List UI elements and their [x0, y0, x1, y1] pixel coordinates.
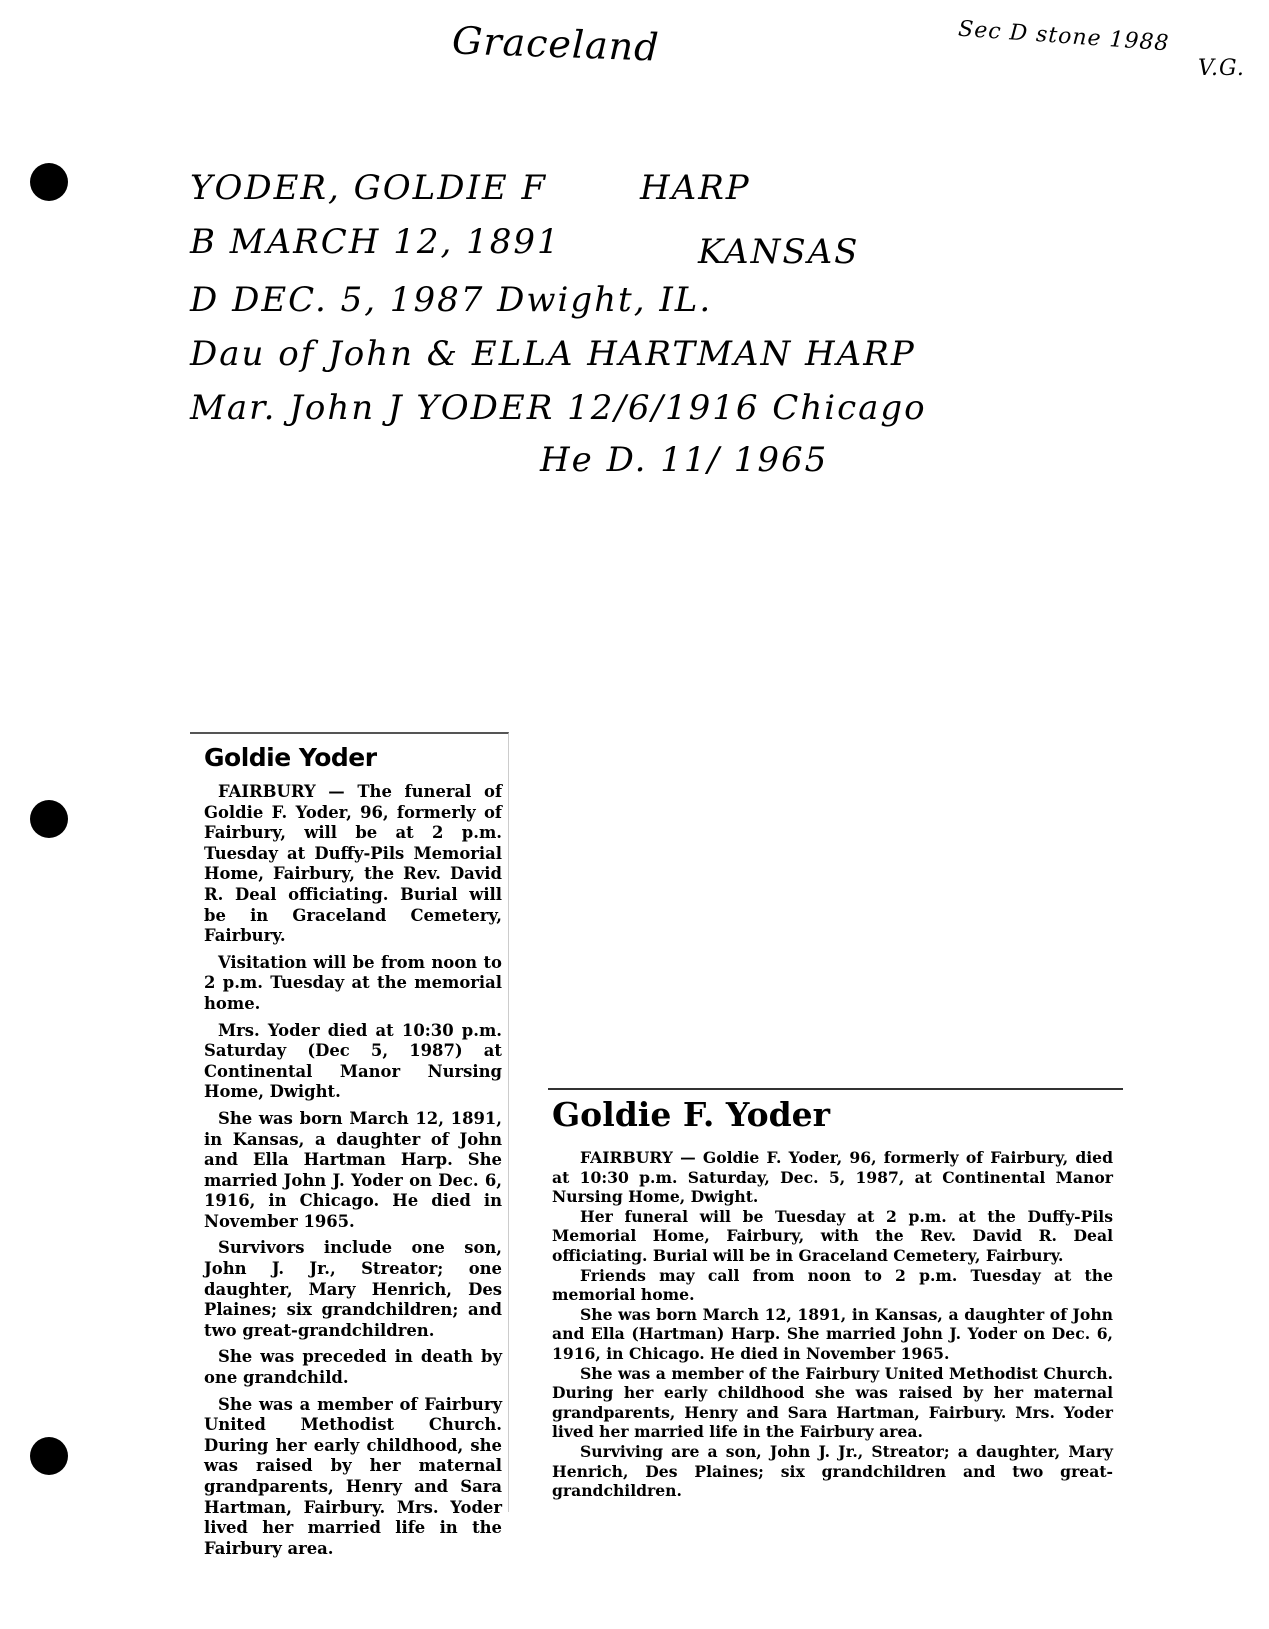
- obituary-left-paragraph: Survivors include one son, John J. Jr., Streator; one daughter, Mary Henrich, Des Plaines; six grandchildren; and two great-grandchildren.: [204, 1238, 502, 1340]
- obituary-right-headline: Goldie F. Yoder: [552, 1095, 831, 1134]
- obituary-left-paragraph: She was born March 12, 1891, in Kansas, a daughter of John and Ella Hartman Harp. She married John J. Yoder on Dec. 6, 1916, in Chicago. He died in November 1965.: [204, 1108, 502, 1231]
- obituary-right-paragraph: FAIRBURY — Goldie F. Yoder, 96, formerly of Fairbury, died at 10:30 p.m. Saturday, Dec. 5, 1987, at Continental Manor Nursing Home, Dwight.: [552, 1148, 1113, 1207]
- obituary-right-paragraph: Surviving are a son, John J. Jr., Streator; a daughter, Mary Henrich, Des Plaines; six grandchildren and two great-grandchildren.: [552, 1441, 1113, 1501]
- punch-hole-top: [30, 163, 68, 201]
- handwritten-death: D DEC. 5, 1987 Dwight, IL.: [190, 280, 713, 320]
- obituary-right-paragraph: Her funeral will be Tuesday at 2 p.m. at the Duffy-Pils Memorial Home, Fairbury, with the Rev. David R. Deal officiating. Burial will be in Graceland Cemetery, Fairbury.: [552, 1206, 1113, 1265]
- obituary-left-body: [204, 782, 502, 1559]
- obituary-left-paragraph: Visitation will be from noon to 2 p.m. Tuesday at the memorial home.: [204, 952, 502, 1013]
- obituary-clipping-right: [548, 1088, 1123, 1501]
- handwritten-cemetery-name: Graceland: [451, 18, 661, 70]
- handwritten-parents: Dau of John & ELLA HARTMAN HARP: [190, 334, 916, 374]
- obituary-left-paragraph: She was a member of Fairbury United Methodist Church. During her early childhood, she was raised by her maternal grandparents, Henry and Sara Hartman, Fairbury. Mrs. Yoder lived her married life in the Fairbury area.: [204, 1394, 502, 1558]
- handwritten-maiden-name: HARP: [640, 168, 751, 208]
- punch-hole-bottom: [30, 1437, 68, 1475]
- handwritten-birth-date: B MARCH 12, 1891: [190, 222, 561, 262]
- obituary-clipping-left: [190, 732, 509, 1558]
- handwritten-husband-death: He D. 11/ 1965: [540, 440, 829, 480]
- obituary-left-paragraph: FAIRBURY — The funeral of Goldie F. Yoder, 96, formerly of Fairbury, will be at 2 p.m. Tuesday at Duffy-Pils Memorial Home, Fairbury, the Rev. David R. Deal officiating. Burial will be in Graceland Cemetery, Fairbury.: [204, 782, 502, 946]
- obituary-left-headline: Goldie Yoder: [204, 743, 377, 772]
- handwritten-section-note: Sec D stone 1988: [957, 16, 1171, 57]
- obituary-right-body: [552, 1148, 1113, 1501]
- punch-hole-middle: [30, 800, 68, 838]
- handwritten-birth-place: KANSAS: [698, 232, 860, 272]
- handwritten-name: YODER, GOLDIE F: [190, 168, 548, 208]
- obituary-right-paragraph: Friends may call from noon to 2 p.m. Tuesday at the memorial home.: [552, 1265, 1113, 1305]
- obituary-right-paragraph: She was born March 12, 1891, in Kansas, a daughter of John and Ella (Hartman) Harp. She married John J. Yoder on Dec. 6, 1916, in Chicago. He died in November 1965.: [552, 1304, 1113, 1363]
- obituary-right-paragraph: She was a member of the Fairbury United Methodist Church. During her early childhood she was raised by her maternal grandparents, Henry and Sara Hartman, Fairbury. Mrs. Yoder lived her married life in the Fairbury area.: [552, 1363, 1113, 1442]
- handwritten-marriage: Mar. John J YODER 12/6/1916 Chicago: [190, 388, 927, 428]
- obituary-left-paragraph: Mrs. Yoder died at 10:30 p.m. Saturday (Dec 5, 1987) at Continental Manor Nursing Home, Dwight.: [204, 1020, 502, 1102]
- handwritten-initials: V.G.: [1198, 56, 1245, 81]
- obituary-left-paragraph: She was preceded in death by one grandchild.: [204, 1347, 502, 1388]
